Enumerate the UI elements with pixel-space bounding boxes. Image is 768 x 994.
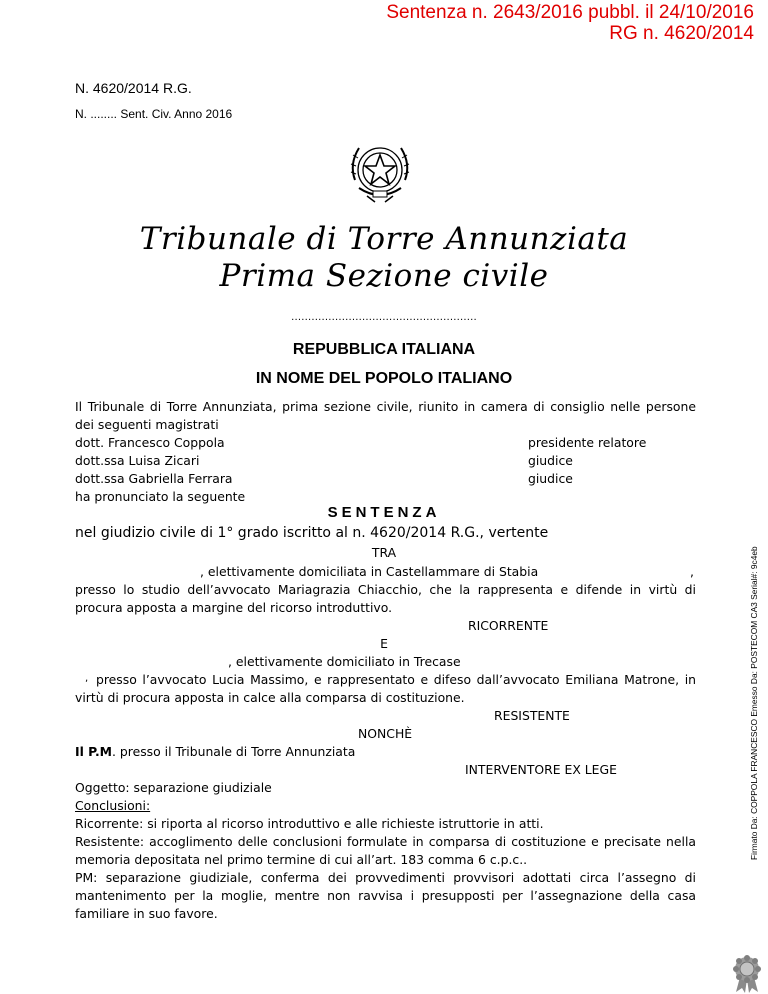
resistente-comma: , xyxy=(85,673,89,684)
pm-rest: . presso il Tribunale di Torre Annunziata xyxy=(112,744,356,759)
seal-rosette-icon xyxy=(730,955,764,993)
ricorrente-procura: procura apposta a margine del ricorso introduttivo. xyxy=(75,600,393,615)
judge-name: dott.ssa Luisa Zicari xyxy=(75,453,200,468)
conclusioni-resistente-2: memoria depositata nel primo termine di cui all’art. 183 comma 6 c.p.c.. xyxy=(75,852,528,867)
pm-bold: Il P.M xyxy=(75,744,113,759)
ricorrente-domicile-comma: , xyxy=(690,564,694,579)
title-people: IN NOME DEL POPOLO ITALIANO xyxy=(255,370,513,387)
intro-line-2: dei seguenti magistrati xyxy=(75,417,219,432)
tra-label: TRA xyxy=(371,545,397,560)
giudizio-line: nel giudizio civile di 1° grado iscritto al n. 4620/2014 R.G., vertente xyxy=(75,525,549,541)
oggetto-line: Oggetto: separazione giudiziale xyxy=(75,780,272,795)
stamp-line-1: Sentenza n. 2643/2016 pubbl. il 24/10/2016 xyxy=(386,2,754,23)
rg-number: N. 4620/2014 R.G. xyxy=(75,80,192,96)
sentence-number: N. ........ Sent. Civ. Anno 2016 xyxy=(75,107,233,121)
interventore-label: INTERVENTORE EX LEGE xyxy=(465,762,617,777)
ricorrente-domicile: , elettivamente domiciliata in Castellammare di Stabia xyxy=(200,564,539,579)
judge-role: presidente relatore xyxy=(528,435,647,450)
conclusioni-pm-3: familiare in suo favore. xyxy=(75,906,218,921)
resistente-lawyer: presso l’avvocato Lucia Massimo, e rappresentato e difeso dall’avvocato Emiliana Matrone, in xyxy=(96,672,696,687)
conclusioni-resistente-1: Resistente: accoglimento delle conclusioni formulate in comparsa di costituzione e precisate nella xyxy=(75,834,696,849)
intro-line-1: Il Tribunale di Torre Annunziata, prima sezione civile, riunito in camera di consiglio nelle persone xyxy=(75,399,696,414)
conclusioni-heading: Conclusioni: xyxy=(75,798,151,813)
stamp-line-2: RG n. 4620/2014 xyxy=(609,23,754,44)
court-section: Prima Sezione civile xyxy=(219,258,549,294)
ricorrente-lawyer: presso lo studio dell’avvocato Mariagrazia Chiacchio, che la rappresenta e difende in virtù di xyxy=(75,582,696,597)
resistente-domicile: , elettivamente domiciliato in Trecase xyxy=(228,654,461,669)
publication-stamp xyxy=(386,2,754,44)
resistente-procura: virtù di procura apposta in calce alla comparsa di costituzione. xyxy=(75,690,465,705)
judge-name: dott. Francesco Coppola xyxy=(75,435,225,450)
pm-line xyxy=(75,743,355,761)
title-republic: REPUBBLICA ITALIANA xyxy=(292,341,476,358)
conclusioni-pm-2: mantenimento per la moglie, mentre non ravvisa i presupposti per l’assegnazione della casa xyxy=(75,888,696,903)
judge-role: giudice xyxy=(528,471,573,486)
republic-emblem-icon xyxy=(345,136,415,208)
pronounced-line: ha pronunciato la seguente xyxy=(75,489,246,504)
dotted-separator: ....................................................... xyxy=(291,312,477,323)
resistente-label: RESISTENTE xyxy=(494,708,570,723)
court-name: Tribunale di Torre Annunziata xyxy=(139,221,629,257)
nonche-label: NONCHÈ xyxy=(358,726,413,741)
judge-name: dott.ssa Gabriella Ferrara xyxy=(75,471,233,486)
e-label: E xyxy=(380,636,388,651)
conclusioni-pm-1: PM: separazione giudiziale, conferma dei provvedimenti provvisori adottati circa l’assegno di xyxy=(75,870,696,885)
ricorrente-label: RICORRENTE xyxy=(468,618,549,633)
digital-signature-text: Firmato Da: COPPOLA FRANCESCO Emesso Da: POSTECOM CA3 Serial#: 9c4eb xyxy=(749,546,759,860)
conclusioni-ricorrente: Ricorrente: si riporta al ricorso introduttivo e alle richieste istruttorie in atti. xyxy=(75,816,544,831)
judge-role: giudice xyxy=(528,453,573,468)
sentenza-heading: SENTENZA xyxy=(327,504,441,521)
